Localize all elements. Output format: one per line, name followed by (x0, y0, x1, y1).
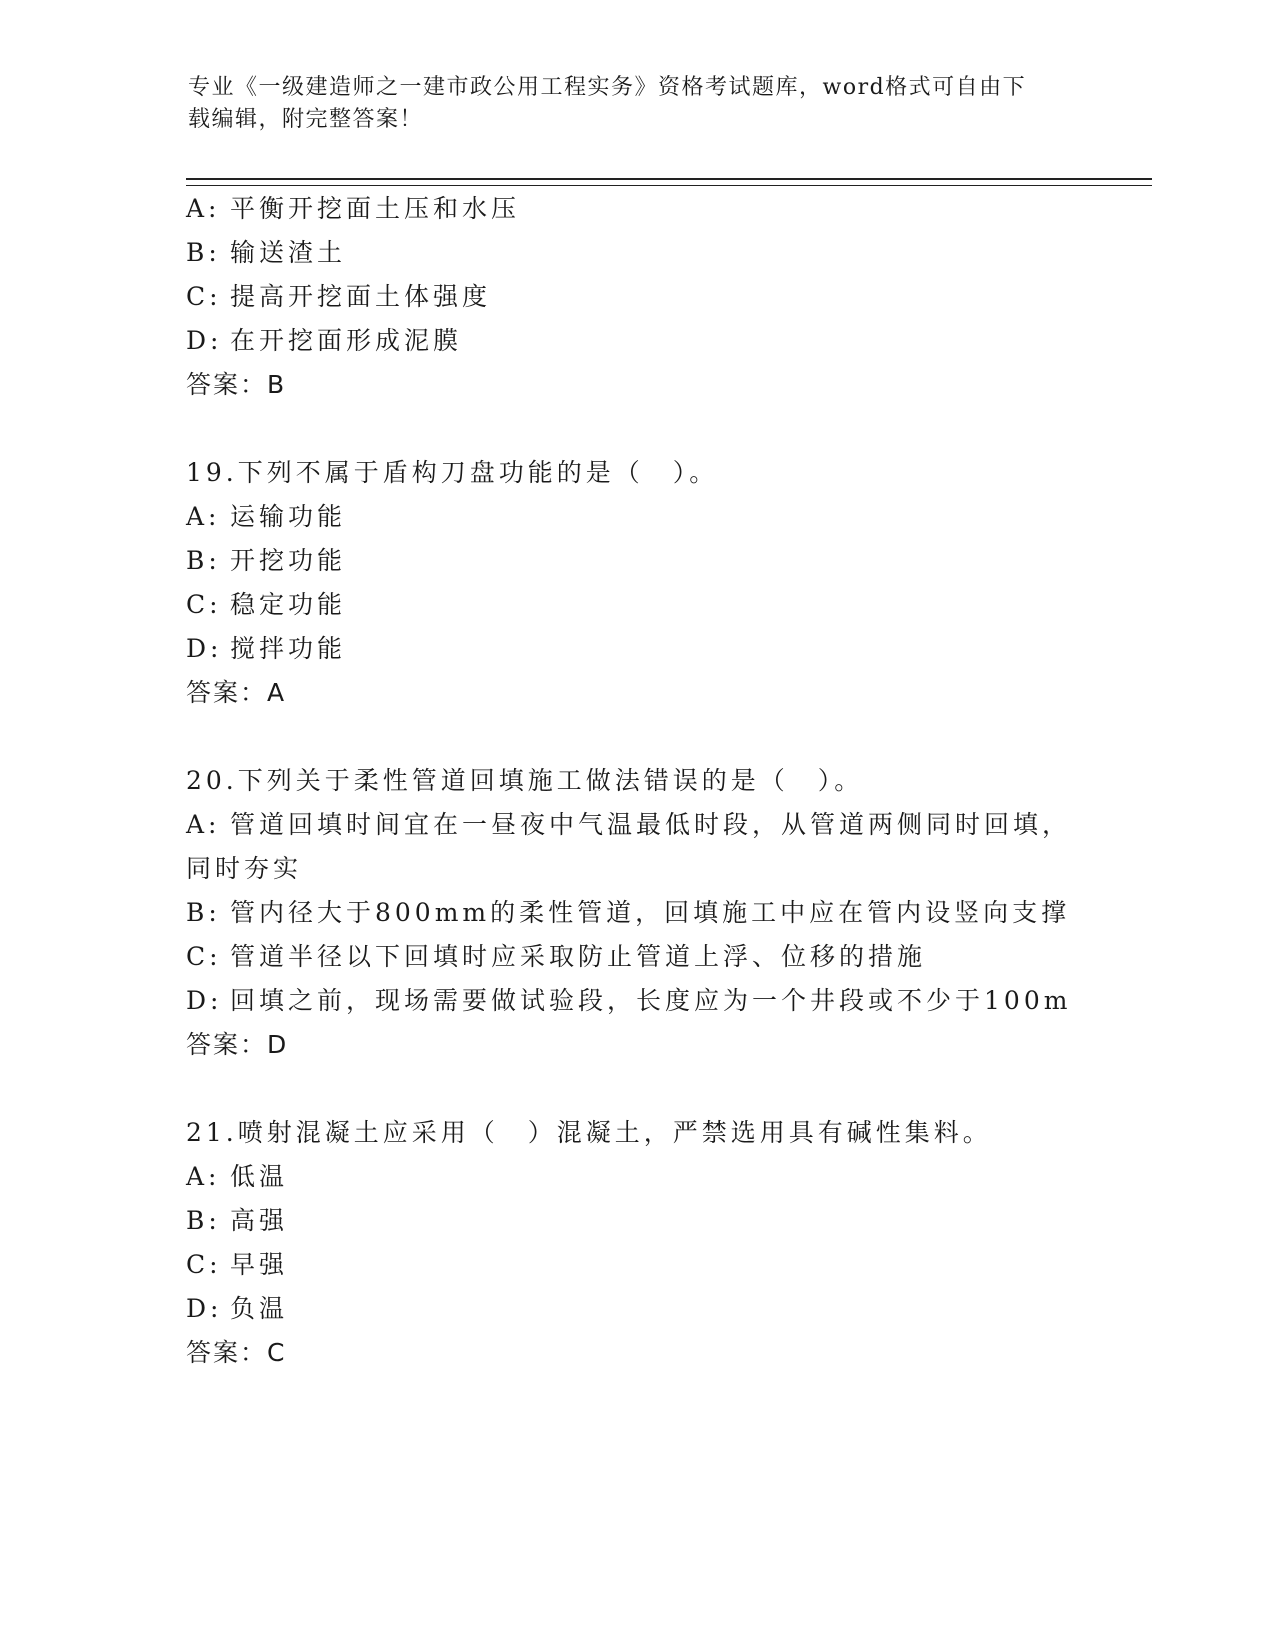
option-c: C: 提高开挖面土体强度 (186, 282, 492, 311)
answer-18: 答案：B (186, 370, 287, 399)
option-c: C: 管道半径以下回填时应采取防止管道上浮、位移的措施 (186, 942, 927, 971)
header-divider (186, 178, 1152, 186)
option-a: A: 平衡开挖面土压和水压 (186, 194, 521, 223)
option-a-continued: 同时夯实 (186, 854, 303, 883)
question-19-stem: 19.下列不属于盾构刀盘功能的是（ ）。 (186, 458, 719, 487)
question-20-stem: 20.下列关于柔性管道回填施工做法错误的是（ ）。 (186, 766, 864, 795)
answer-20: 答案：D (186, 1030, 289, 1059)
page-header (188, 72, 1068, 136)
answer-21: 答案：C (186, 1338, 287, 1367)
header-line-1: 专业《一级建造师之一建市政公用工程实务》资格考试题库，word格式可自由下 (188, 75, 1027, 100)
option-d: D: 回填之前，现场需要做试验段，长度应为一个井段或不少于100m (186, 986, 1072, 1015)
option-d: D: 在开挖面形成泥膜 (186, 326, 463, 355)
option-a: A: 管道回填时间宜在一昼夜中气温最低时段，从管道两侧同时回填， (186, 810, 1072, 839)
question-21-stem: 21.喷射混凝土应采用（ ）混凝土，严禁选用具有碱性集料。 (186, 1118, 992, 1147)
option-d: D: 搅拌功能 (186, 634, 347, 663)
option-c: C: 早强 (186, 1250, 289, 1279)
option-c: C: 稳定功能 (186, 590, 347, 619)
option-d: D: 负温 (186, 1294, 289, 1323)
option-b: B: 高强 (186, 1206, 289, 1235)
header-line-2: 载编辑，附完整答案！ (188, 107, 424, 132)
option-b: B: 开挖功能 (186, 546, 347, 575)
option-a: A: 低温 (186, 1162, 289, 1191)
option-b: B: 管内径大于800mm的柔性管道，回填施工中应在管内设竖向支撑 (186, 898, 1071, 927)
option-b: B: 输送渣土 (186, 238, 347, 267)
option-a: A: 运输功能 (186, 502, 347, 531)
answer-19: 答案：A (186, 678, 287, 707)
